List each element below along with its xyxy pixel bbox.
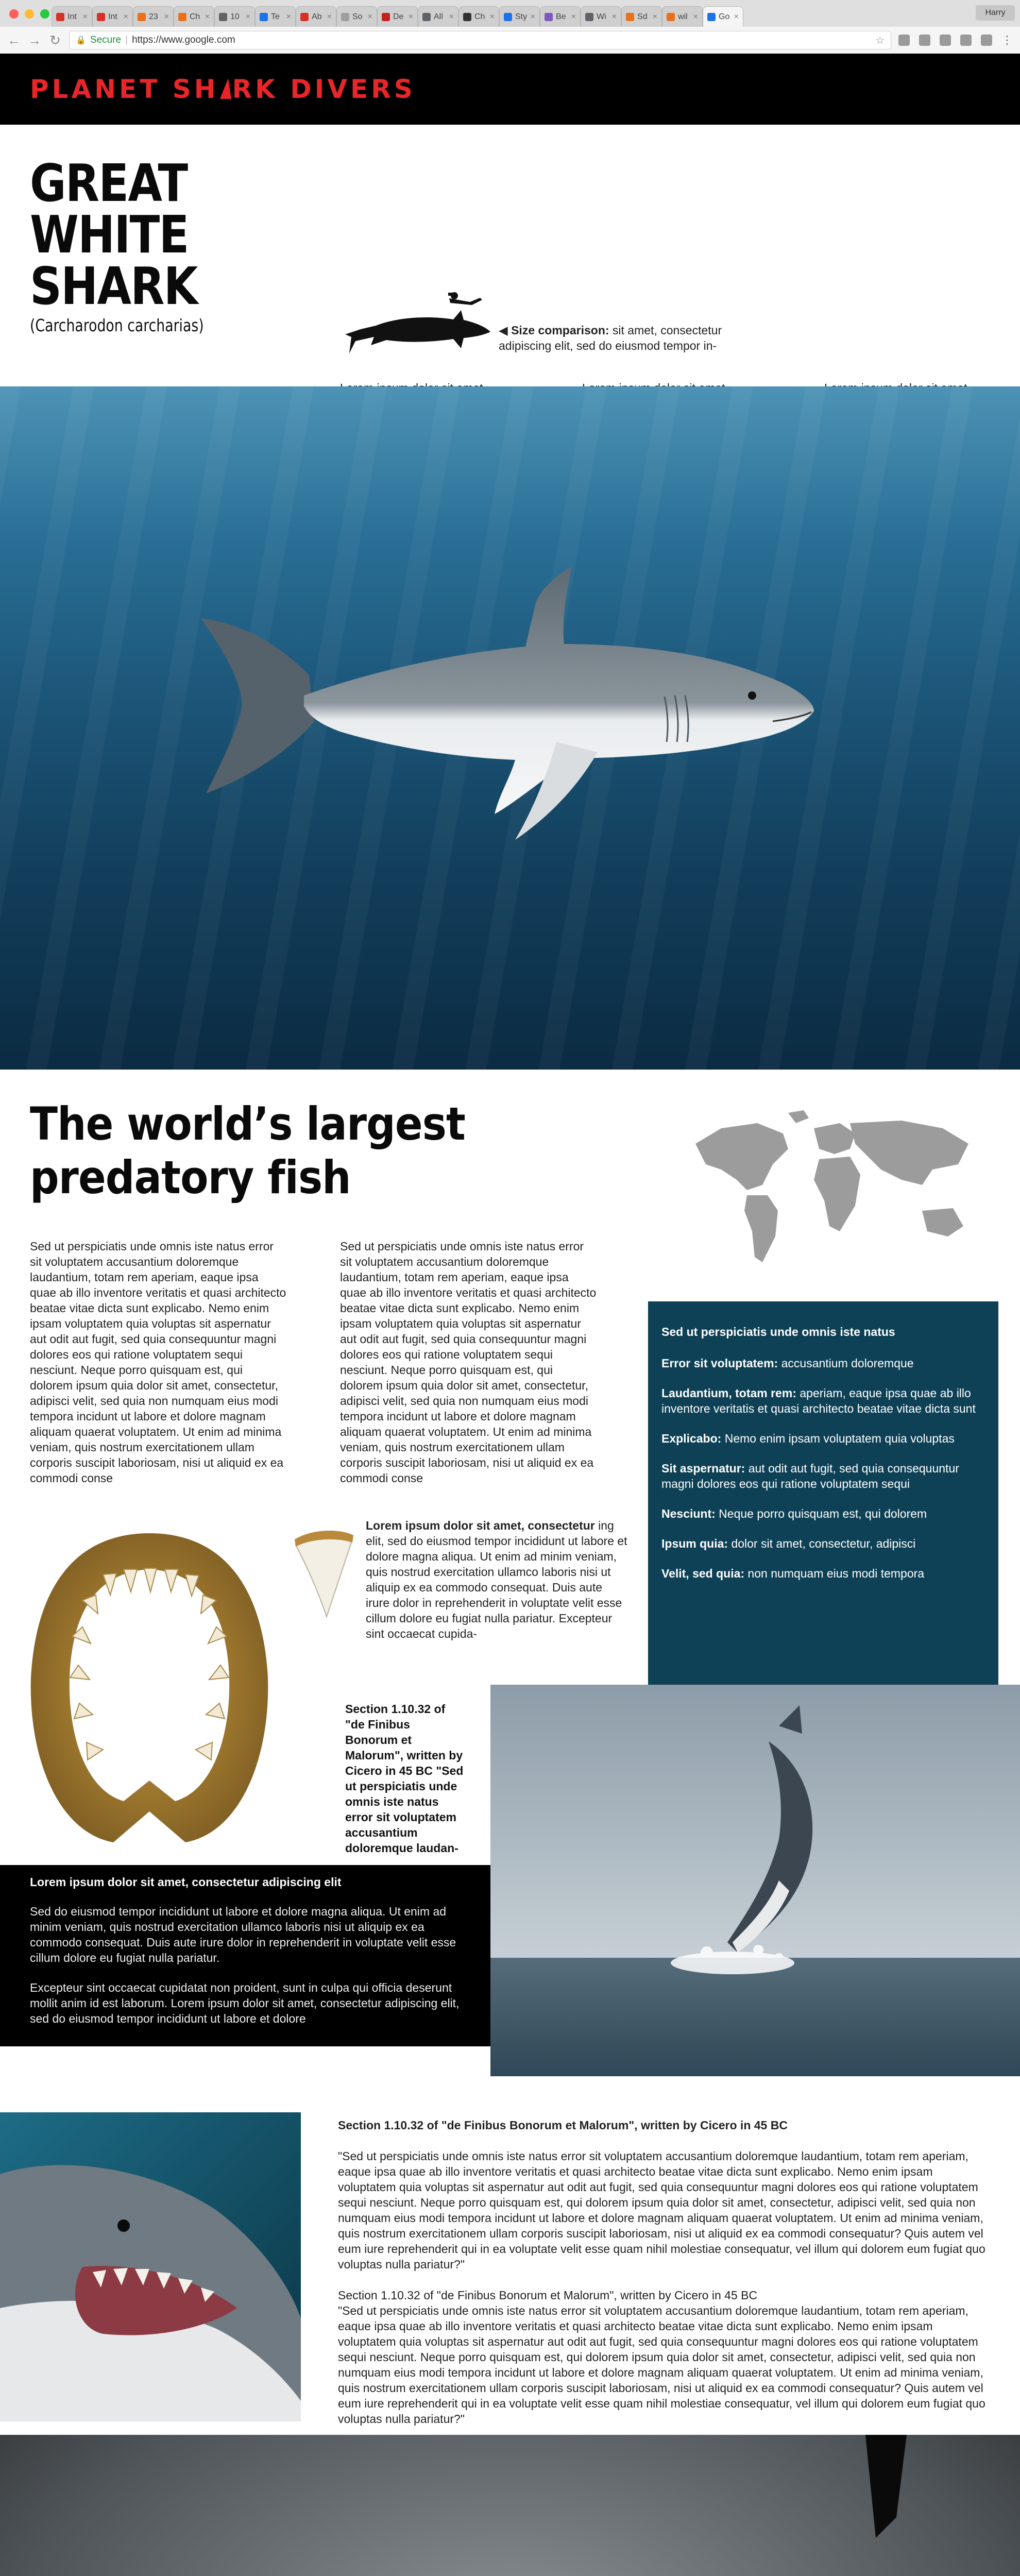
- breaching-shark-image: [490, 1685, 1020, 2076]
- fact-item: Sit aspernatur: aut odit aut fugit, sed quia consequuntur magni dolores eos qui ratione voluptatem sequi: [661, 1462, 959, 1490]
- tab-close-icon[interactable]: ×: [571, 12, 576, 21]
- section-heading: [30, 1097, 465, 1205]
- fact-item: Velit, sed quia: non numquam eius modi tempora: [661, 1567, 925, 1580]
- highlight-box-title: Lorem ipsum dolor sit amet, consectetur adipiscing elit: [30, 1875, 342, 1889]
- minimize-window-button[interactable]: [25, 9, 34, 19]
- size-arrow-icon: ◀: [499, 324, 508, 337]
- tab-favicon-icon: [97, 13, 105, 21]
- extension-icon[interactable]: [898, 35, 910, 46]
- tab-label: Sty: [515, 12, 528, 21]
- world-map-icon: [685, 1108, 984, 1273]
- window-controls: [9, 9, 49, 19]
- tab-label: All: [434, 12, 443, 21]
- browser-tab[interactable]: [418, 6, 458, 27]
- tab-favicon-icon: [707, 13, 716, 21]
- tab-close-icon[interactable]: ×: [611, 12, 617, 21]
- browser-tab[interactable]: [540, 6, 581, 27]
- tab-label: Go: [719, 12, 730, 21]
- shark-mouth-image: [0, 2112, 301, 2421]
- highlight-box-paragraph: Sed do eiusmod tempor incididunt ut labore et dolore magna aliqua. Ut enim ad minim veniam, quis nostrud exercitation ullamco laboris nisi ut aliquip ex ea commodo consequat. Duis aute irure dolor in reprehenderit in voluptate velit esse cillum dolore eu fugiat nulla pariatur.: [30, 1905, 456, 1964]
- hero-image: [0, 386, 1020, 1070]
- maximize-window-button[interactable]: [40, 9, 49, 19]
- tab-label: Ab: [312, 12, 322, 21]
- tab-close-icon[interactable]: ×: [286, 12, 291, 21]
- quote-paragraph: "Sed ut perspiciatis unde omnis iste natus error sit voluptatem accusantium doloremque laudantium, totam rem aperiam, eaque ipsa quae ab illo inventore veritatis et quasi architecto beatae vitae dicta sunt explicabo. Nemo enim ipsam voluptatem quia voluptas sit aspernatur aut odit aut fugit, sed quia consequuntur magni dolores eos qui ratione voluptatem sequi nesciunt. Neque porro quisquam est, qui dolorem ipsum quia dolor sit amet, consectetur, adipisci velit, sed quia non numquam eius modi tempora incidunt ut labore et dolore magnam aliquam quaerat voluptatem. Ut enim ad minima veniam, quis nostrum exercitationem ullam corporis suscipit laboriosam, nisi ut aliquid ex ea commodi consequatur? Quis autem vel eum iure reprehenderit qui in ea voluptate velit esse quam nihil molestiae consequatur, vel illum qui dolorem eum fugiat quo voluptas nulla pariatur?": [338, 2149, 985, 2271]
- browser-tab[interactable]: [214, 6, 255, 27]
- great-white-shark-illustration: [0, 386, 1020, 1070]
- shark-head-illustration: [0, 2112, 301, 2421]
- browser-tab[interactable]: [499, 6, 540, 27]
- extension-icons: [898, 35, 1013, 46]
- scientific-name: (Carcharodon carcharias): [30, 315, 204, 335]
- site-header: [0, 54, 1020, 125]
- close-window-button[interactable]: [9, 9, 19, 19]
- tab-close-icon[interactable]: ×: [327, 12, 332, 21]
- tab-label: Int: [108, 12, 117, 21]
- text-column-2: Sed ut perspiciatis unde omnis iste natus error sit voluptatem accusantium doloremque laudantium, totam rem aperiam, eaque ipsa quae ab illo inventore veritatis et quasi architecto beatae vitae dicta sunt explicabo. Nemo enim ipsam voluptatem quia voluptas sit aspernatur aut odit aut fugit, sed quia consequuntur magni dolores eos qui ratione voluptatem sequi nesciunt. Neque porro quisquam est, qui dolorem ipsum quia dolor sit amet, consectetur, adipisci velit, sed quia non numquam eius modi tempora incidunt ut labore et dolore magnam aliquam quaerat voluptatem. Ut enim ad minima veniam, quis nostrum exercitationem ullam corporis suscipit laboriosam, nisi ut aliquid ex ea commodi conse: [340, 1240, 597, 1485]
- extension-icon[interactable]: [960, 35, 972, 46]
- browser-tab[interactable]: [458, 6, 499, 27]
- fact-box: [648, 1301, 998, 1685]
- tab-close-icon[interactable]: ×: [449, 12, 454, 21]
- shark-jaw-image: [21, 1523, 278, 1853]
- tab-label: Int: [67, 12, 77, 21]
- tab-label: So: [352, 12, 363, 21]
- browser-tab[interactable]: [174, 6, 214, 27]
- tooth-description-body: ing elit, sed do eiusmod tempor incididunt ut labore et dolore magna aliqua. Ut enim ad minim veniam, quis nostrud exercitation ullamco laboris nisi ut aliquip ex ea commodo consequat. Duis aute irure dolor in reprehenderit in voluptate velit esse cillum dolore eu fugiat nulla pariatur. Excepteur sint occaecat cupida-: [366, 1519, 627, 1640]
- browser-tab[interactable]: [296, 6, 336, 27]
- logo-text-part1: PLANET SH: [30, 74, 219, 104]
- size-comparison-label: Size comparison:: [511, 324, 609, 337]
- tab-close-icon[interactable]: ×: [245, 12, 250, 21]
- page-title-line1: GREAT: [30, 153, 188, 213]
- tab-label: wil: [678, 12, 688, 21]
- tab-label: De: [393, 12, 404, 21]
- tab-favicon-icon: [504, 13, 512, 21]
- address-bar[interactable]: [69, 31, 891, 49]
- tab-favicon-icon: [56, 13, 64, 21]
- tab-close-icon[interactable]: ×: [489, 12, 495, 21]
- tab-close-icon[interactable]: ×: [408, 12, 413, 21]
- cicero-caption: Section 1.10.32 of "de Finibus Bonorum et Malorum", written by Cicero in 45 BC "Sed ut perspiciatis unde omnis iste natus error sit voluptatem accusantium doloremque laudan-: [345, 1702, 464, 1855]
- tab-favicon-icon: [422, 13, 431, 21]
- quote-paragraph: "Sed ut perspiciatis unde omnis iste natus error sit voluptatem accusantium doloremque laudantium, totam rem aperiam, eaque ipsa quae ab illo inventore veritatis et quasi architecto beatae vitae dicta sunt explicabo. Nemo enim ipsam voluptatem quia voluptas sit aspernatur aut odit aut fugit, sed quia consequuntur magni dolores eos qui ratione voluptatem sequi nesciunt. Neque porro quisquam est, qui dolorem ipsum quia dolor sit amet, consectetur, adipisci velit, sed quia non numquam eius modi tempora incidunt ut labore et dolore magnam aliquam quaerat voluptatem. Ut enim ad minima veniam, quis nostrum exercitationem ullam corporis suscipit laboriosam, nisi ut aliquid ex ea commodi consequatur? Quis autem vel eum iure reprehenderit qui in ea voluptate velit esse quam nihil molestiae consequatur, vel illum qui dolorem eum fugiat quo voluptas nulla pariatur?": [338, 2304, 985, 2426]
- tab-close-icon[interactable]: ×: [82, 12, 88, 21]
- browser-toolbar: [0, 27, 1020, 54]
- address-separator: |: [125, 35, 128, 45]
- page-title-line3: SHARK: [30, 256, 197, 316]
- browser-tab[interactable]: [133, 6, 174, 27]
- menu-dots-icon[interactable]: ⋮: [1001, 33, 1013, 46]
- tab-favicon-icon: [219, 13, 227, 21]
- section-heading-line1: The world’s largest: [30, 1097, 465, 1150]
- fact-item: Explicabo: Nemo enim ipsam voluptatem quia voluptas: [661, 1432, 955, 1445]
- extension-icon[interactable]: [919, 35, 930, 46]
- tab-close-icon[interactable]: ×: [734, 12, 739, 21]
- tab-close-icon[interactable]: ×: [693, 12, 698, 21]
- fact-item: Error sit voluptatem: accusantium doloremque: [661, 1357, 914, 1370]
- tab-favicon-icon: [138, 13, 146, 21]
- tab-favicon-icon: [300, 13, 309, 21]
- tab-close-icon[interactable]: ×: [367, 12, 372, 21]
- tab-label: Te: [271, 12, 280, 21]
- highlight-box: [0, 1865, 490, 2046]
- browser-tab[interactable]: [336, 6, 377, 27]
- tooth-description: [366, 1518, 628, 1641]
- tab-favicon-icon: [341, 13, 349, 21]
- largest-predator-section: [0, 1070, 1020, 2110]
- extension-icon[interactable]: [940, 35, 951, 46]
- browser-tab[interactable]: [703, 6, 743, 27]
- browser-tab[interactable]: [621, 6, 662, 27]
- tab-favicon-icon: [626, 13, 634, 21]
- fact-item: Ipsum quia: dolor sit amet, consectetur, adipisci: [661, 1537, 916, 1550]
- shark-tooth-image: [291, 1524, 358, 1622]
- size-comparison-text: [499, 323, 756, 353]
- quote-heading: Section 1.10.32 of "de Finibus Bonorum et Malorum", written by Cicero in 45 BC: [338, 2119, 788, 2132]
- tab-bar: [0, 0, 1020, 27]
- profile-button[interactable]: Harry: [976, 5, 1015, 21]
- highlight-box-paragraph: Excepteur sint occaecat cupidatat non proident, sunt in culpa qui officia deserunt mollit anim id est laborum. Lorem ipsum dolor sit amet, consectetur adipiscing elit, sed do eiusmod tempor incididunt ut labore et dolore: [30, 1981, 460, 2025]
- size-comparison-icon: [340, 285, 495, 363]
- quote-subheading: Section 1.10.32 of "de Finibus Bonorum et Malorum", written by Cicero in 45 BC: [338, 2289, 758, 2302]
- tooth-description-lead: Lorem ipsum dolor sit amet, consectetur: [366, 1519, 595, 1532]
- back-arrow-icon[interactable]: ←: [7, 32, 21, 48]
- tab-favicon-icon: [585, 13, 593, 21]
- secure-label: Secure: [90, 35, 122, 45]
- tab-label: 23: [149, 12, 158, 21]
- browser-tab[interactable]: [662, 6, 703, 27]
- bookmark-star-icon[interactable]: ☆: [875, 35, 885, 46]
- tab-label: Ch: [190, 12, 200, 21]
- intro-section: [0, 125, 1020, 386]
- tab-favicon-icon: [667, 13, 675, 21]
- tab-close-icon[interactable]: ×: [123, 12, 128, 21]
- browser-tab[interactable]: [377, 6, 418, 27]
- lock-icon: 🔒: [76, 36, 86, 45]
- tab-label: Sd: [637, 12, 648, 21]
- tab-favicon-icon: [463, 13, 471, 21]
- tab-favicon-icon: [178, 13, 186, 21]
- fact-item: Laudantium, totam rem: aperiam, eaque ipsa quae ab illo inventore veritatis et quasi architecto beatae vitae dicta sunt: [661, 1386, 976, 1415]
- quote-text: [338, 2117, 992, 2442]
- tab-label: Wi: [597, 12, 606, 21]
- tab-favicon-icon: [260, 13, 268, 21]
- page-title-line2: WHITE: [30, 205, 189, 265]
- breaching-shark-illustration: [490, 1685, 1020, 2076]
- tab-favicon-icon: [382, 13, 390, 21]
- site-logo[interactable]: [30, 74, 416, 104]
- browser-tab[interactable]: [255, 6, 296, 27]
- title-block: [30, 153, 225, 335]
- tab-close-icon[interactable]: ×: [205, 12, 210, 21]
- browser-tab[interactable]: [92, 6, 133, 27]
- browser-tab[interactable]: [581, 6, 621, 27]
- shark-fin-icon: [220, 78, 231, 99]
- url-text[interactable]: https://www.google.com: [132, 35, 235, 45]
- parallax-section: [0, 2435, 1020, 2576]
- extension-icon[interactable]: [981, 35, 992, 46]
- text-column-1: Sed ut perspiciatis unde omnis iste natus error sit voluptatem accusantium doloremque laudantium, totam rem aperiam, eaque ipsa quae ab illo inventore veritatis et quasi architecto beatae vitae dicta sunt explicabo. Nemo enim ipsam voluptatem quia voluptas sit aspernatur aut odit aut fugit, sed quia consequuntur magni dolores eos qui ratione voluptatem sequi nesciunt. Neque porro quisquam est, qui dolorem ipsum quia dolor sit amet, consectetur, adipisci velit, sed quia non numquam eius modi tempora incidunt ut labore et dolore magnam aliquam quaerat voluptatem. Ut enim ad minima veniam, quis nostrum exercitationem ullam corporis suscipit laboriosam, nisi ut aliquid ex ea commodi conse: [30, 1240, 286, 1485]
- logo-text-part2: RK DIVERS: [232, 74, 416, 104]
- tab-favicon-icon: [545, 13, 553, 21]
- browser-tab[interactable]: [52, 6, 92, 27]
- quote-section: [0, 2110, 1020, 2435]
- tab-label: Ch: [474, 12, 485, 21]
- browser-chrome: [0, 0, 1020, 54]
- tab-close-icon[interactable]: ×: [652, 12, 657, 21]
- section-heading-line2: predatory fish: [30, 1151, 351, 1204]
- forward-arrow-icon[interactable]: →: [28, 32, 41, 48]
- tab-label: 10: [230, 12, 240, 21]
- shark-closeup-illustration: [0, 2435, 1020, 2576]
- tab-list: [52, 6, 743, 27]
- reload-icon[interactable]: ↻: [49, 32, 61, 48]
- size-comparison-desc: sit amet, consectetur adipiscing elit, sed do eiusmod tempor in-: [499, 324, 722, 352]
- fact-box-title: Sed ut perspiciatis unde omnis iste natus: [661, 1325, 895, 1338]
- tab-close-icon[interactable]: ×: [530, 12, 535, 21]
- tab-close-icon[interactable]: ×: [164, 12, 169, 21]
- tab-label: Be: [556, 12, 566, 21]
- fact-item: Nesciunt: Neque porro quisquam est, qui dolorem: [661, 1507, 927, 1520]
